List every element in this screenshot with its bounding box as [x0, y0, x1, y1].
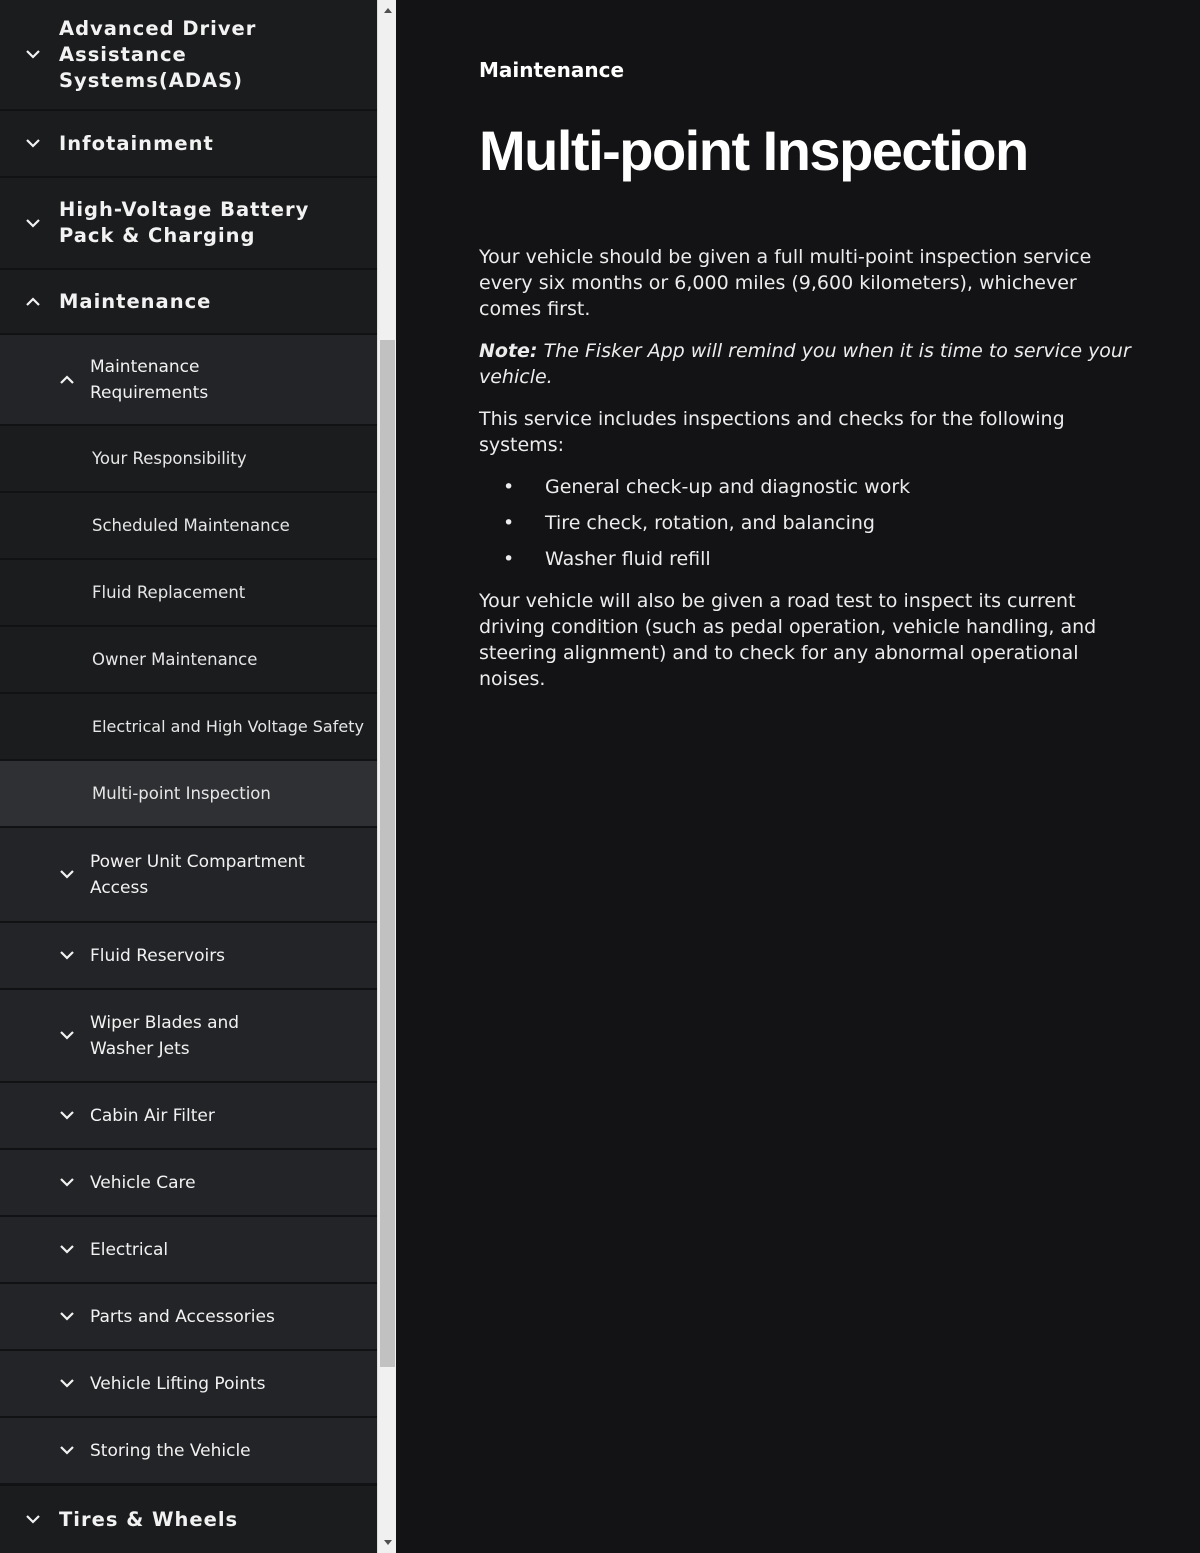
chevron-down-icon	[59, 1443, 75, 1459]
sidebar-item-label: Fluid Reservoirs	[90, 945, 226, 966]
sidebar-item-label: Wiper Blades and Washer Jets	[90, 1012, 240, 1059]
list-item-text: Tire check, rotation, and balancing	[545, 512, 875, 534]
sidebar-scrollbar[interactable]	[377, 0, 396, 1553]
chevron-down-icon	[59, 1309, 75, 1325]
note-label: Note:	[479, 340, 538, 362]
list-item-text: Washer fluid refill	[545, 548, 711, 570]
closing-paragraph: Your vehicle will also be given a road test to inspect its current driving condition (such as pedal operation, vehicle handling, and steering alignment) and to check for any abnormal operational noises.	[479, 590, 1097, 690]
note-paragraph	[479, 338, 1139, 390]
sidebar-item-label: Owner Maintenance	[92, 649, 258, 669]
sidebar-item-label: Parts and Accessories	[90, 1306, 275, 1327]
chevron-down-icon	[59, 948, 75, 964]
bullet-icon: •	[503, 548, 515, 570]
sidebar-item-label: Tires & Wheels	[59, 1507, 239, 1531]
scrollbar-thumb[interactable]	[380, 340, 395, 1367]
sidebar-item-high-voltage-battery[interactable]	[0, 178, 377, 270]
sidebar-item-maintenance-requirements[interactable]	[0, 335, 377, 426]
chevron-down-icon	[59, 1242, 75, 1258]
bullet-icon: •	[503, 476, 515, 498]
list-intro: This service includes inspections and checks for the following systems:	[479, 408, 1065, 456]
article-body	[479, 244, 1139, 708]
sidebar-item-label: Infotainment	[59, 131, 214, 155]
bullet-icon: •	[503, 512, 515, 534]
chevron-down-icon	[59, 1028, 75, 1044]
sidebar-item-label: Your Responsibility	[92, 448, 247, 468]
sidebar-item-adas[interactable]	[0, 0, 377, 111]
sidebar-item-parts-accessories[interactable]	[0, 1284, 377, 1351]
chevron-down-icon	[59, 1108, 75, 1124]
sidebar-item-label: Maintenance	[59, 289, 212, 313]
chevron-up-icon	[25, 294, 41, 310]
sidebar-item-power-unit-access[interactable]	[0, 828, 377, 923]
sidebar-item-label: Electrical and High Voltage Safety	[92, 716, 364, 736]
list-item	[479, 546, 1139, 572]
sidebar-item-label: Scheduled Maintenance	[92, 515, 290, 535]
sidebar-item-label: Vehicle Care	[90, 1172, 196, 1193]
scroll-down-arrow-icon[interactable]	[378, 1534, 397, 1551]
sidebar-item-electrical[interactable]	[0, 1217, 377, 1284]
sidebar-item-maintenance[interactable]	[0, 270, 377, 335]
sidebar-item-label: Advanced Driver Assistance Systems(ADAS)	[59, 16, 257, 92]
chevron-down-icon	[25, 215, 41, 231]
sidebar-item-label: Power Unit Compartment Access	[90, 851, 305, 898]
chevron-down-icon	[25, 136, 41, 152]
sidebar-item-vehicle-care[interactable]	[0, 1150, 377, 1217]
sidebar-item-infotainment[interactable]	[0, 111, 377, 178]
sidebar-item-your-responsibility[interactable]	[0, 426, 377, 493]
sidebar-item-multi-point-inspection[interactable]	[0, 761, 377, 828]
list-item	[479, 474, 1139, 500]
list-item-text: General check-up and diagnostic work	[545, 476, 911, 498]
scroll-up-arrow-icon[interactable]	[378, 2, 397, 19]
intro-paragraph: Your vehicle should be given a full multi-point inspection service every six months or 6,000 miles (9,600 kilometers), whichever comes first.	[479, 246, 1092, 320]
service-list	[479, 474, 1139, 572]
chevron-down-icon	[59, 1376, 75, 1392]
sidebar-item-electrical-hv-safety[interactable]	[0, 694, 377, 761]
sidebar-item-vehicle-lifting-points[interactable]	[0, 1351, 377, 1418]
sidebar-item-owner-maintenance[interactable]	[0, 627, 377, 694]
main-content	[396, 0, 1200, 1553]
sidebar-item-storing-vehicle[interactable]	[0, 1418, 377, 1486]
sidebar-item-cabin-air-filter[interactable]	[0, 1083, 377, 1150]
sidebar-item-wiper-blades[interactable]	[0, 990, 377, 1083]
sidebar-item-fluid-replacement[interactable]	[0, 560, 377, 627]
chevron-down-icon	[59, 1175, 75, 1191]
sidebar-item-label: Cabin Air Filter	[90, 1105, 215, 1126]
sidebar-item-label: Electrical	[90, 1239, 169, 1260]
sidebar-item-label: High-Voltage Battery Pack & Charging	[59, 198, 310, 247]
sidebar-item-label: Vehicle Lifting Points	[90, 1373, 266, 1394]
chevron-down-icon	[25, 47, 41, 63]
chevron-up-icon	[59, 372, 75, 388]
chevron-down-icon	[59, 867, 75, 883]
sidebar-item-label: Maintenance Requirements	[90, 356, 209, 403]
breadcrumb[interactable]: Maintenance	[479, 58, 625, 82]
sidebar-item-label: Fluid Replacement	[92, 582, 246, 602]
list-item	[479, 510, 1139, 536]
sidebar-item-label: Storing the Vehicle	[90, 1440, 251, 1461]
chevron-down-icon	[25, 1512, 41, 1528]
sidebar-nav	[0, 0, 377, 1553]
sidebar-item-tires-wheels[interactable]	[0, 1486, 377, 1553]
note-text: The Fisker App will remind you when it is time to service your vehicle.	[479, 340, 1131, 388]
sidebar-item-label: Multi-point Inspection	[92, 783, 271, 803]
page-title: Multi-point Inspection	[479, 119, 1028, 182]
sidebar-item-scheduled-maintenance[interactable]	[0, 493, 377, 560]
sidebar-item-fluid-reservoirs[interactable]	[0, 923, 377, 990]
